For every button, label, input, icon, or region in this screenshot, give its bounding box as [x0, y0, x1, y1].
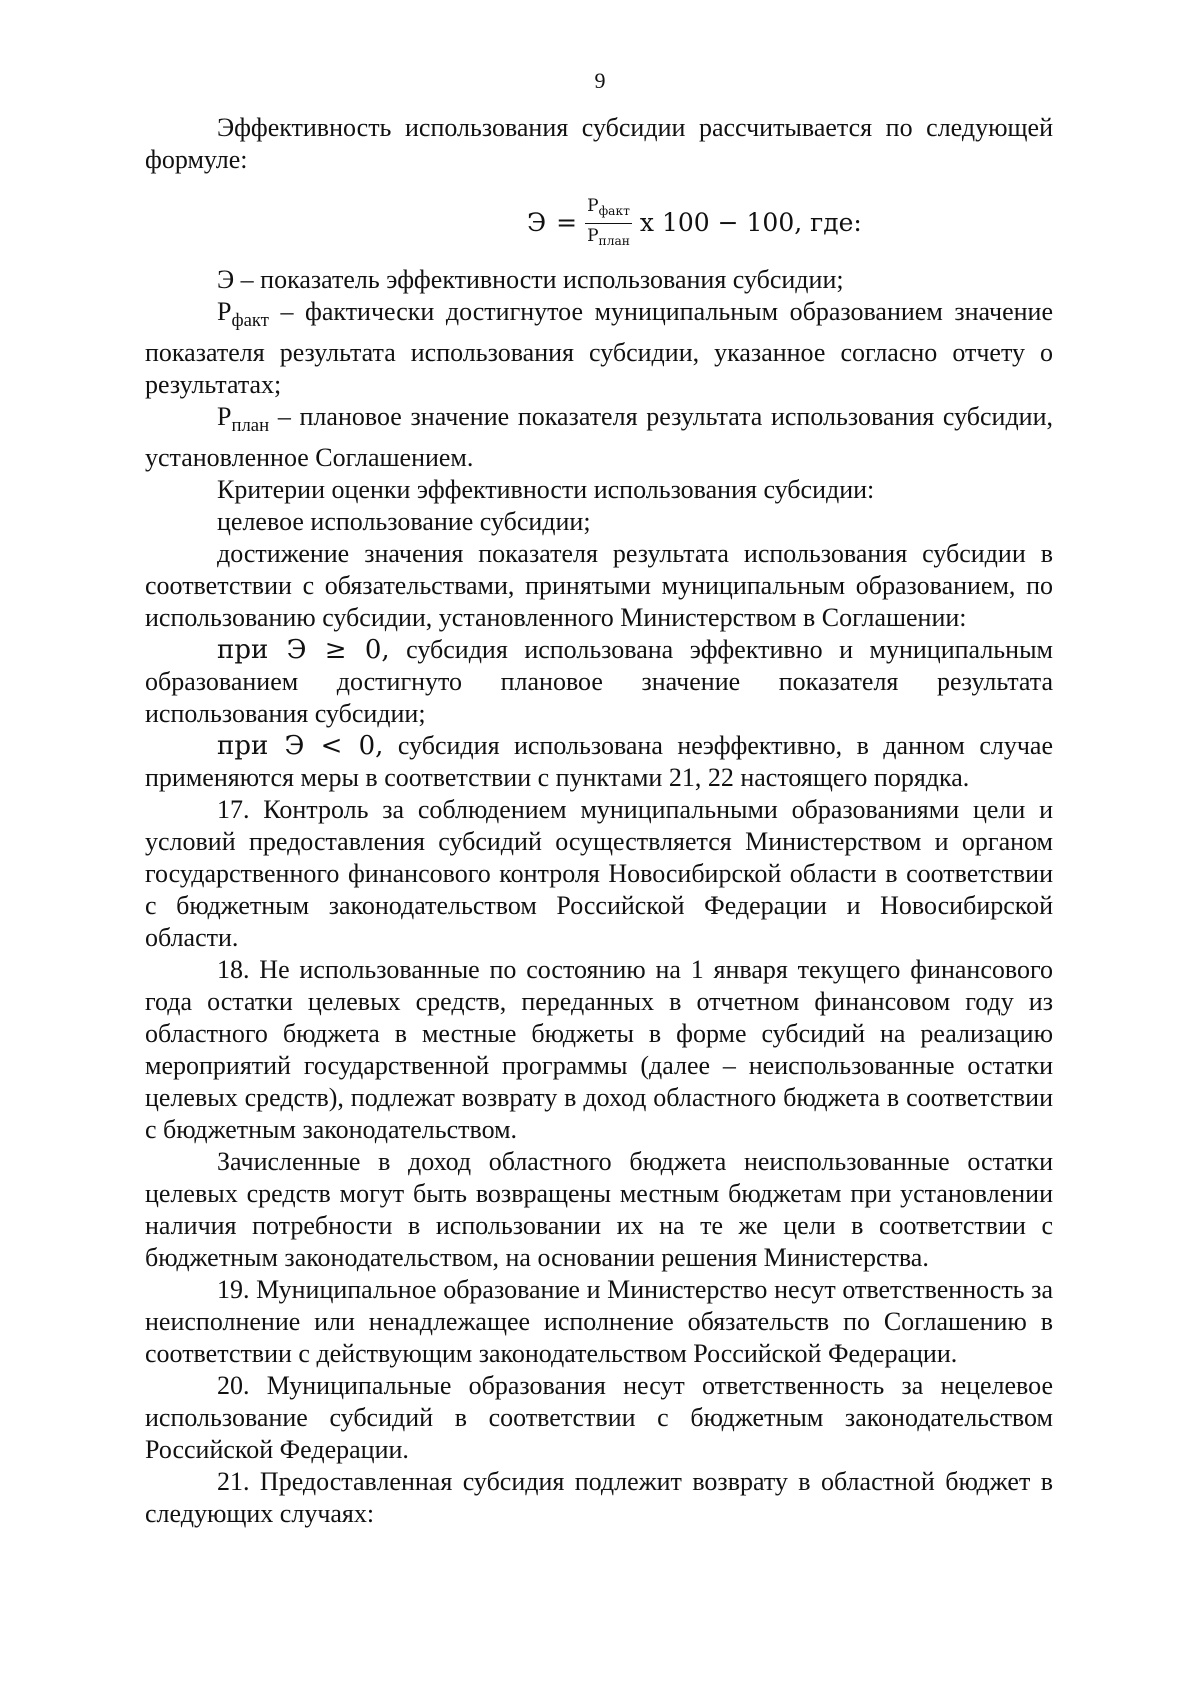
formula-numerator	[585, 196, 632, 224]
criteria-item-2: достижение значения показателя результата использования субсидии в соответствии с обязательствами, принятыми муниципальным образованием, по использованию субсидии, установленного Министерством в Соглашении:	[145, 538, 1053, 632]
page-number: 9	[594, 68, 606, 93]
criteria-case-ineffective	[145, 730, 1053, 794]
paragraph-21: 21. Предоставленная субсидия подлежит возврату в областной бюджет в следующих случаях:	[145, 1466, 1053, 1528]
formula-expression	[527, 196, 862, 251]
numerator-subscript: факт	[598, 203, 630, 218]
r-fact-text: – фактически достигнутое муниципальным образованием значение показателя результата использования субсидии, указанное согласно отчету о результатах;	[145, 297, 1053, 399]
r-plan-symbol: Р	[217, 401, 232, 431]
r-plan-subscript: план	[231, 414, 270, 436]
formula-rhs: х 100 − 100, где:	[639, 208, 862, 238]
paragraph-20: 20. Муниципальные образования несут ответственность за нецелевое использование субсидий в соответствии с бюджетным законодательством Российской Федерации.	[145, 1370, 1053, 1464]
definition-r-plan	[145, 401, 1053, 474]
formula-denominator	[585, 224, 632, 251]
paragraph-18: 18. Не использованные по состоянию на 1 января текущего финансового года остатки целевых средств, переданных в отчетном финансовом году из областного бюджета в местные бюджеты в форме субсидий на реализацию мероприятий государственной программы (далее – неиспользованные остатки целевых средств), подлежат возврату в доход областного бюджета в соответствии с бюджетным законодательством.	[145, 954, 1053, 1144]
paragraph-17: 17. Контроль за соблюдением муниципальными образованиями цели и условий предоставления субсидий осуществляется Министерством и органом государственного финансового контроля Новосибирской области в соответствии с бюджетным законодательством Российской Федерации и Новосибирской области.	[145, 794, 1053, 952]
numerator-base: Р	[587, 196, 599, 216]
denominator-base: Р	[587, 225, 599, 246]
r-fact-subscript: факт	[231, 309, 269, 331]
criteria-case-effective	[145, 634, 1053, 730]
intro-paragraph: Эффективность использования субсидии рассчитывается по следующей формуле:	[145, 113, 1053, 174]
efficiency-formula	[145, 176, 1053, 264]
definition-e-text: Э – показатель эффективности использования субсидии;	[217, 265, 844, 294]
document-body	[145, 112, 1053, 1530]
r-plan-text: – плановое значение показателя результата использования субсидии, установленное Соглашением.	[145, 401, 1053, 472]
formula-lhs: Э	[527, 208, 547, 238]
case-lt-condition: при Э < 0,	[217, 730, 384, 761]
case-ge-text: субсидия использована эффективно и муниципальным образованием достигнуто плановое значение показателя результата использования субсидии;	[145, 634, 1053, 728]
denominator-subscript: план	[598, 233, 630, 248]
formula-equals: =	[556, 208, 578, 238]
criteria-item-1: целевое использование субсидии;	[217, 506, 591, 536]
paragraph-18-continued: Зачисленные в доход областного бюджета неиспользованные остатки целевых средств могут быть возвращены местным бюджетам при установлении наличия потребности в использовании их на те же цели в соответствии с бюджетным законодательством, на основании решения Министерства.	[145, 1146, 1053, 1272]
definition-r-fact	[145, 296, 1053, 401]
criteria-heading: Критерии оценки эффективности использования субсидии:	[217, 474, 875, 504]
formula-fraction	[585, 196, 632, 251]
case-ge-condition: при Э ≥ 0,	[217, 634, 390, 665]
definition-e	[145, 264, 1053, 296]
paragraph-19: 19. Муниципальное образование и Министерство несут ответственность за неисполнение или ненадлежащее исполнение обязательств по Соглашению в соответствии с действующим законодательством Российской Федерации.	[145, 1274, 1053, 1368]
r-fact-symbol: Р	[217, 297, 232, 326]
case-lt-text: субсидия использована неэффективно, в данном случае применяются меры в соответствии с пунктами 21, 22 настоящего порядка.	[145, 730, 1053, 792]
